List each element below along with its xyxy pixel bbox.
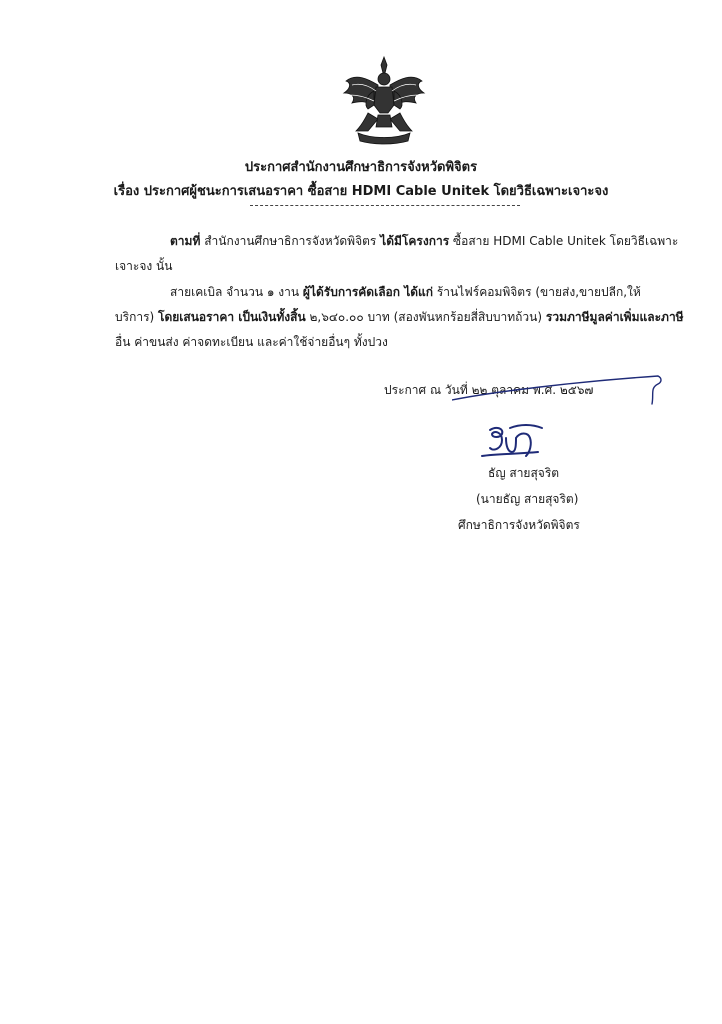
announce-date: ๒๒ ตุลาคม พ.ศ. ๒๕๖๗ xyxy=(471,383,594,397)
p1-bold: ได้มีโครงการ xyxy=(380,234,450,248)
divider xyxy=(250,205,520,206)
garuda-emblem-icon xyxy=(338,55,430,147)
signature-stroke xyxy=(452,374,666,408)
paragraph-1-line-2: เจาะจง นั้น xyxy=(115,259,173,273)
paragraph-2-line-3: อื่น ค่าขนส่ง ค่าจดทะเบียน และค่าใช้จ่ายอื่นๆ ทั้งปวง xyxy=(115,335,388,349)
p1-tail: ซื้อสาย HDMI Cable Unitek โดยวิธีเฉพาะ xyxy=(452,234,679,248)
p2-bold1: ผู้ได้รับการคัดเลือก ได้แก่ xyxy=(302,285,434,299)
p2-bold3: รวมภาษีมูลค่าเพิ่มและภาษี xyxy=(545,310,684,324)
subject-rest: ซื้อสาย HDMI Cable Unitek โดยวิธีเฉพาะเจาะจง xyxy=(307,184,609,199)
signer-name: ธัญ สายสุจริต xyxy=(488,466,560,480)
p1-lead: ตามที่ xyxy=(170,234,201,248)
subject-prefix: เรื่อง xyxy=(113,184,140,199)
p2-d: ๒,๖๔๐.๐๐ บาท (สองพันหกร้อยสี่สิบบาทถ้วน) xyxy=(309,310,543,324)
subject-line xyxy=(0,180,722,201)
paragraph-2-line-1 xyxy=(170,284,641,300)
p1-rest: สำนักงานศึกษาธิการจังหวัดพิจิตร xyxy=(204,234,377,248)
signer-position: ศึกษาธิการจังหวัดพิจิตร xyxy=(458,518,580,532)
paragraph-2-line-2 xyxy=(115,309,684,325)
announce-label: ประกาศ ณ วันที่ xyxy=(384,383,468,397)
p2-a: สายเคเบิล จำนวน ๑ งาน xyxy=(170,285,300,299)
paragraph-1-line-1 xyxy=(170,233,678,249)
p2-bold2: โดยเสนอราคา เป็นเงินทั้งสิ้น xyxy=(158,310,306,324)
page-title: ประกาศสำนักงานศึกษาธิการจังหวัดพิจิตร xyxy=(244,160,478,175)
p2-c: บริการ) xyxy=(115,310,155,324)
subject-text: ประกาศผู้ชนะการเสนอราคา xyxy=(143,184,304,199)
handwritten-signature xyxy=(476,422,552,462)
p2-b: ร้านไฟร์คอมพิจิตร (ขายส่ง,ขายปลีก,ให้ xyxy=(436,285,641,299)
signer-full-name: (นายธัญ สายสุจริต) xyxy=(476,492,579,506)
